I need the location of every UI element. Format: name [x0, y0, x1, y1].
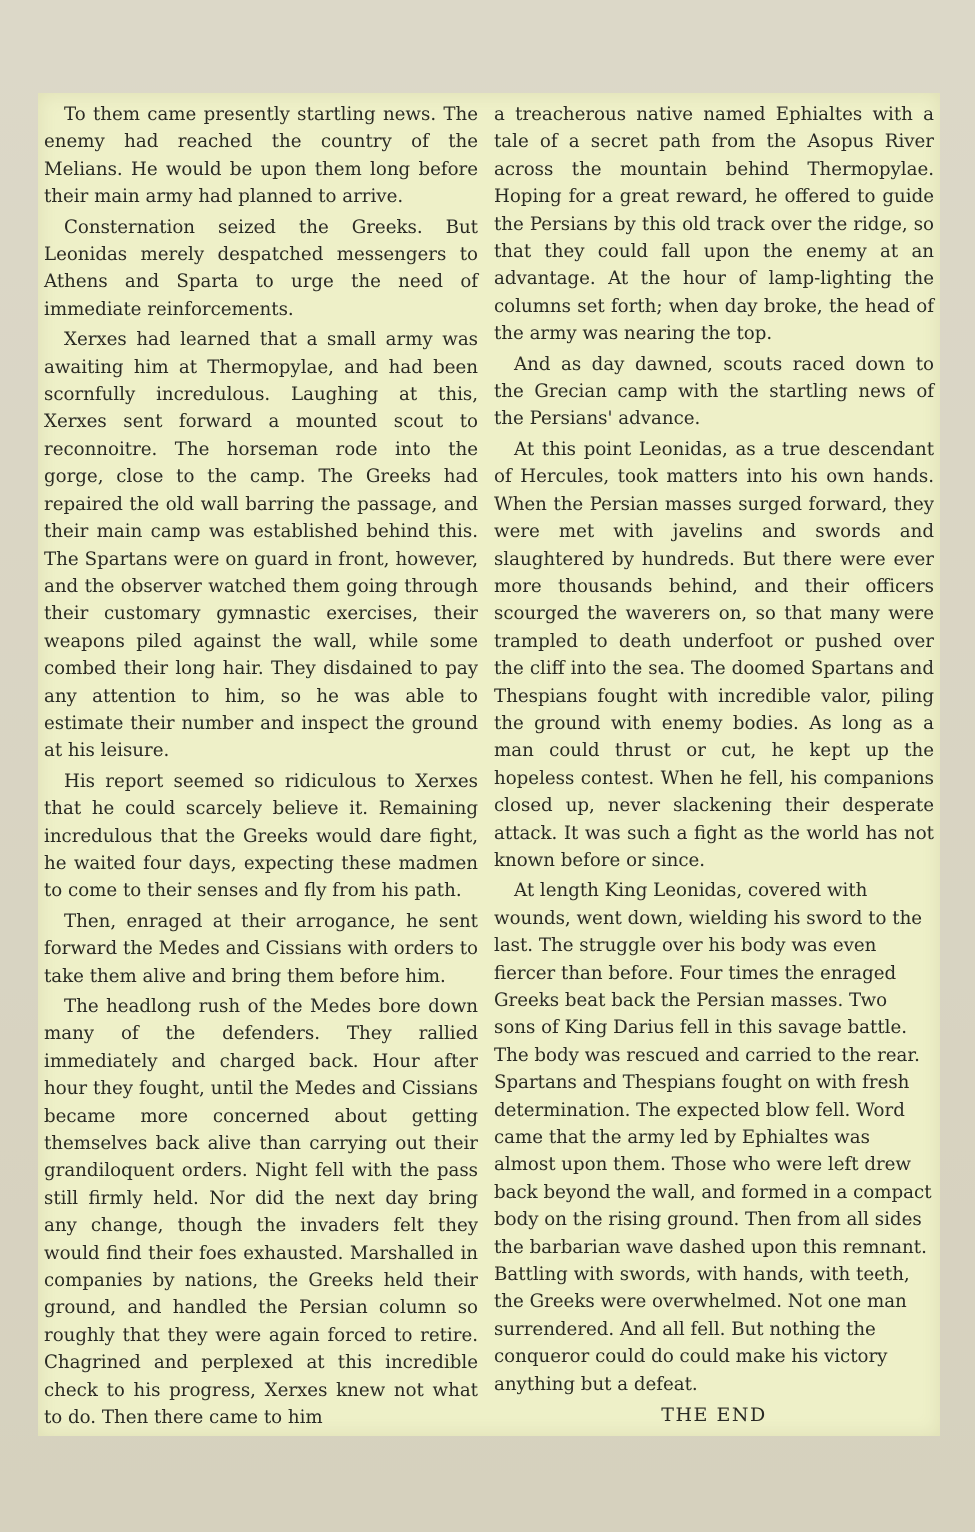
end-marker: THE END [661, 1404, 767, 1427]
paragraph: To them came presently startling news. The enemy had reached the country of the Melians. He would be upon them long before their main army had planned to arrive. [44, 104, 478, 208]
left-column [44, 101, 478, 1435]
paragraph: His report seemed so ridiculous to Xerxes that he could scarcely believe it. Remaining incredulous that the Greeks would dare fight, he waited four days, expecting these madmen to come to their senses and fly from his path. [44, 770, 478, 902]
paragraph: The headlong rush of the Medes bore down many of the defenders. They rallied immediately and charged back. Hour after hour they fought, until the Medes and Cissians became more concerned about getting themselves back alive than carrying out their grandiloquent orders. Night fell with the pass still firmly held. Nor did the next day bring any change, though the invaders felt they would find their foes exhausted. Marshalled in companies by nations, the Greeks held their ground, and handled the Persian column so roughly that they were again forced to retire. Chagrined and perplexed at this incredible check to his progress, Xerxes knew not what to do. Then there came to him [44, 996, 478, 1429]
paragraph: And as day dawned, scouts raced down to the Grecian camp with the startling news of the Persians' advance. [494, 353, 934, 430]
paragraph: Then, enraged at their arrogance, he sent forward the Medes and Cissians with orders to take them alive and bring them before him. [44, 910, 478, 987]
paragraph: At length King Leonidas, covered with wounds, went down, wielding his sword to the last. The struggle over his body was even fiercer than before. Four times the enraged Greeks beat back the Persian masses. Two sons of King Darius fell in this savage battle. The body was rescued and carried to the rear. Spartans and Thespians fought on with fresh determination. The expected blow fell. Word came that the army led by Ephialtes was almost upon them. Those who were left drew back beyond the wall, and formed in a compact body on the rising ground. Then from all sides the barbarian wave dashed upon this remnant. Battling with swords, with hands, with teeth, the Greeks were overwhelmed. Not one man surrendered. And all fell. But nothing the conqueror could do could make his victory anything but a defeat. [494, 880, 932, 1395]
paragraph: Xerxes had learned that a small army was awaiting him at Thermopylae, and had been scornfully incredulous. Laughing at this, Xerxes sent forward a mounted scout to reconnoitre. The horseman rode into the gorge, close to the camp. The Greeks had repaired the old wall barring the passage, and their main camp was established behind this. The Spartans were on guard in front, however, and the observer watched them going through their customary gymnastic exercises, their weapons piled against the wall, while some combed their long hair. They disdained to pay any attention to him, so he was able to estimate their number and inspect the ground at his leisure. [44, 329, 478, 762]
text-panel [38, 93, 940, 1436]
paragraph: a treacherous native named Ephialtes with a tale of a secret path from the Asopus River across the mountain behind Thermopylae. Hoping for a great reward, he offered to guide the Persians by this old track over the ridge, so that they could fall upon the enemy at an advantage. At the hour of lamp-lighting the columns set forth; when day broke, the head of the army was nearing the top. [494, 104, 934, 345]
paragraph: Consternation seized the Greeks. But Leonidas merely despatched messengers to Athens and Sparta to urge the need of immediate reinforcements. [44, 216, 478, 320]
right-column [494, 101, 934, 1433]
paragraph: At this point Leonidas, as a true descendant of Hercules, took matters into his own hands. When the Persian masses surged forward, they were met with javelins and swords and slaughtered by hundreds. But there were ever more thousands behind, and their officers scourged the waverers on, so that many were trampled to death underfoot or pushed over the cliff into the sea. The doomed Spartans and Thespians fought with incredible valor, piling the ground with enemy bodies. As long as a man could thrust or cut, he kept up the hopeless contest. When he fell, his companions closed up, never slackening their desperate attack. It was such a fight as the world has not known before or since. [494, 438, 934, 871]
